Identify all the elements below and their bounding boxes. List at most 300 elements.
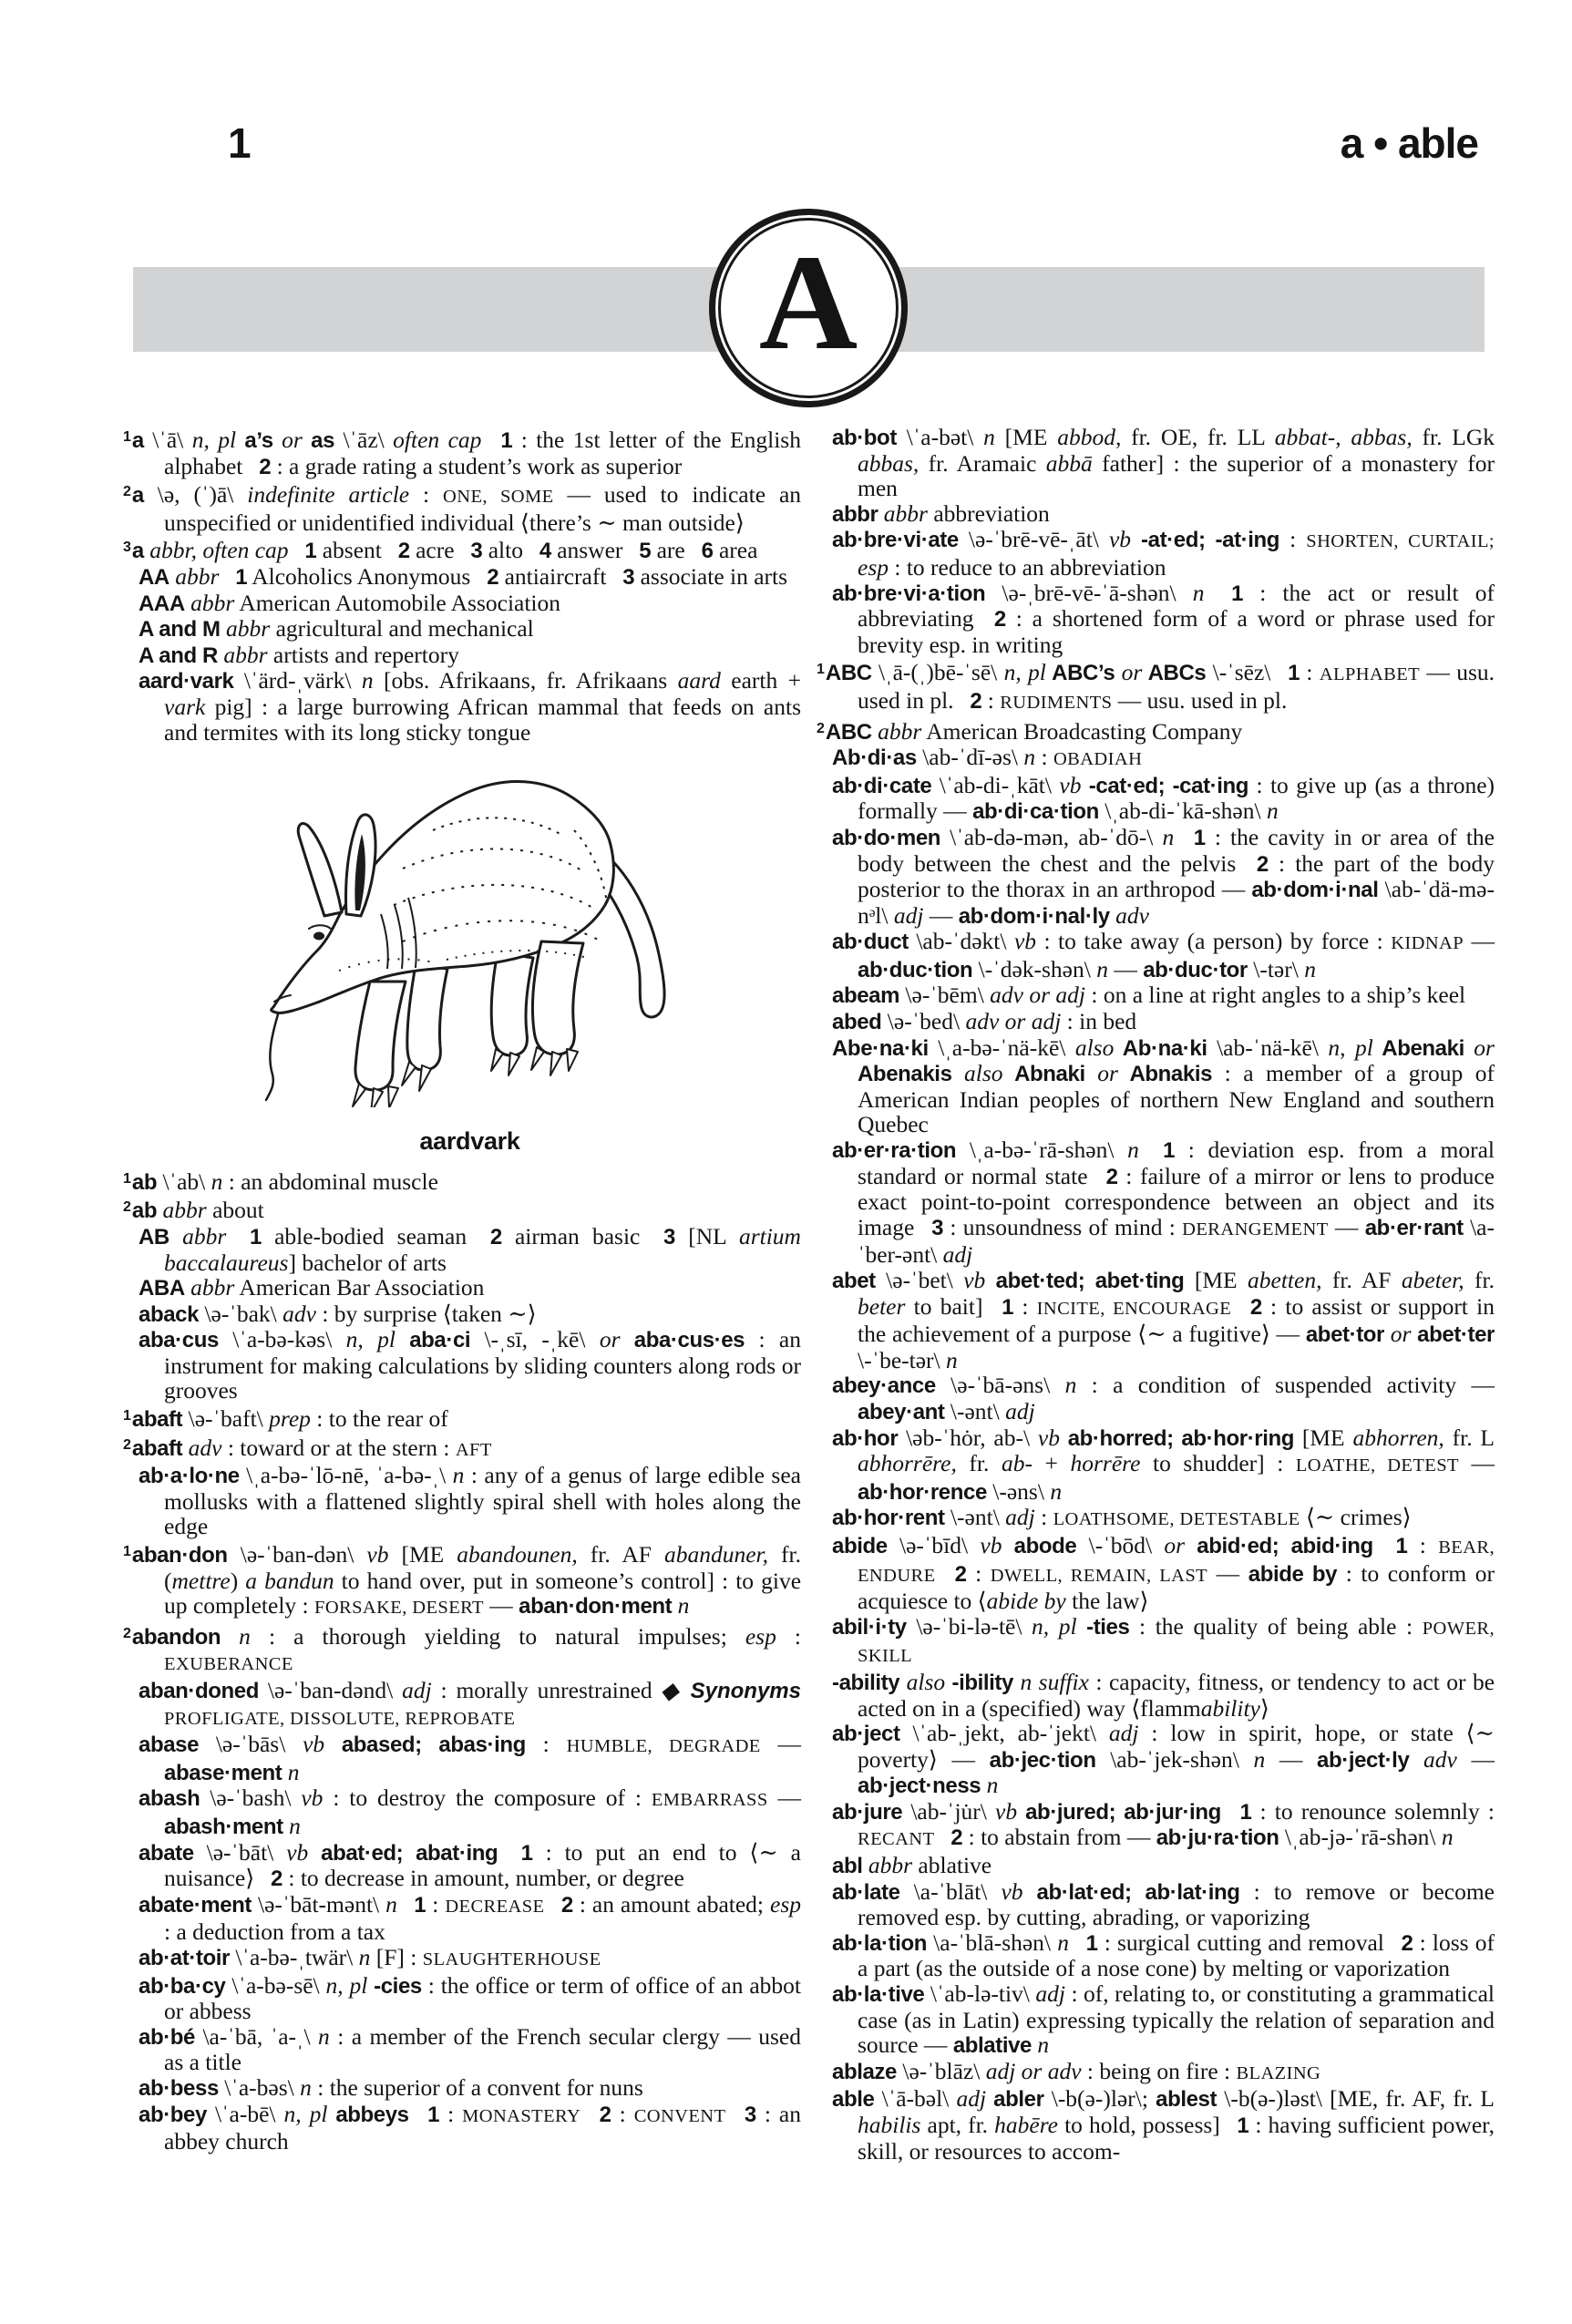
headword-text: Ab·di·as: [832, 746, 917, 771]
headword-text: ab·ject·ly: [1317, 1747, 1410, 1773]
headword-text: ab·hor·rence: [858, 1479, 987, 1505]
text-run: Alcoholics Anonymous: [247, 562, 471, 590]
headword-text: ab·duc·tion: [858, 957, 973, 982]
headword-text: abate·ment: [139, 1892, 252, 1918]
dictionary-entry: [123, 1195, 801, 1224]
text-run: \-ˌsī, -ˌkē\: [470, 1326, 600, 1353]
text-run: fr.: [1464, 1267, 1495, 1293]
text-run: \-b(ə-)ləst\ [ME, fr. AF, fr. L: [1217, 2085, 1495, 2113]
headword-text: abet·tor: [1305, 1322, 1384, 1348]
text-run: absent: [316, 537, 382, 564]
headword-text: as: [302, 428, 335, 453]
text-run: :: [409, 481, 444, 509]
headword-text: 1: [1220, 1799, 1252, 1825]
headword-text: 2: [1236, 851, 1269, 877]
dictionary-entry: [139, 1327, 801, 1404]
text-run: BEAR, ENDURE: [858, 1537, 1495, 1586]
text-run: \ˌa-bə-ˈlō-nē, ˈa-bə-ˌ\: [239, 1462, 453, 1489]
text-run: \ˈa-bə-sē\: [225, 1971, 326, 1999]
headword-text: abil·i·ty: [832, 1614, 907, 1640]
headword-text: abode: [1002, 1533, 1077, 1558]
headword-text: -ties: [1076, 1614, 1130, 1640]
headword-text: ab·bey: [139, 2102, 207, 2127]
headword-text: 1: [408, 2102, 440, 2127]
text-run: abbr: [217, 641, 268, 668]
text-run: : to abstain from —: [962, 1824, 1156, 1851]
dictionary-entry: [123, 1433, 801, 1464]
headword-text: 2: [581, 2102, 611, 2127]
aardvark-far-front-leg: [406, 965, 447, 1070]
text-run: abbr: [220, 615, 271, 643]
headword-text: 1: [1174, 825, 1206, 850]
headword-text: 1: [1204, 581, 1244, 606]
medallion-inner-ring: [718, 218, 899, 398]
text-run: \əb-ˈhȯr, ab-\: [898, 1424, 1038, 1451]
headword-text: abl: [832, 1854, 863, 1879]
left-column: [123, 425, 802, 2155]
text-run: CONVENT: [633, 2105, 726, 2126]
text-run: prep: [269, 1405, 311, 1433]
text-run: father] : the superior of a monastery for men: [858, 449, 1495, 502]
text-run: also: [951, 1060, 1003, 1087]
headword-text: 3: [914, 1215, 944, 1240]
headword-text: 2: [1383, 1930, 1413, 1956]
text-run: : to reduce to an abbreviation: [889, 553, 1166, 581]
dictionary-entry: [139, 2075, 801, 2102]
headword-text: 3: [640, 1224, 675, 1249]
text-run: adj: [956, 2085, 987, 2113]
text-run: vb: [963, 1267, 986, 1293]
text-run: adj: [1005, 1397, 1035, 1424]
text-run: : failure of a mirror or lens to produce exact point-to-point correspondence between an object and its image: [858, 1162, 1495, 1240]
text-run: pig] : a large burrowing African mammal that feeds on ants and termites with its long sticky tongue: [164, 693, 801, 746]
text-run: : a thorough yielding to natural impulses;: [250, 1622, 745, 1650]
dictionary-entry: [832, 1853, 1495, 1879]
dictionary-entry: [817, 657, 1495, 715]
text-run: \-ˈsēz\: [1206, 659, 1271, 686]
text-run: abbr: [862, 1852, 913, 1879]
headword-text: 1: [288, 539, 317, 564]
text-run: \ə-ˈbāt-mənt\: [252, 1890, 386, 1918]
headword-text: abandon: [131, 1624, 221, 1650]
text-run: INCITE, ENCOURAGE: [1036, 1298, 1232, 1319]
text-run: \ab-ˈdəkt\: [908, 928, 1014, 955]
text-run: \ˈab\: [157, 1167, 211, 1195]
text-run: adv or adj: [990, 982, 1085, 1009]
text-run: :: [439, 2100, 463, 2127]
text-run: n: [282, 1758, 300, 1785]
text-run: \ˈa-bəs\: [218, 2073, 301, 2101]
text-run: ALPHABET: [1319, 664, 1421, 685]
text-run: n: [300, 2073, 312, 2101]
text-run: —: [1464, 928, 1495, 955]
headword-text: ab·duc·tor: [1143, 957, 1248, 982]
text-run: abbr: [184, 589, 235, 616]
text-run: fr. Aramaic: [919, 449, 1046, 477]
text-run: \ə-ˈbak\: [199, 1300, 283, 1327]
headword-text: 1: [1219, 2113, 1249, 2138]
text-run: n: [1162, 823, 1175, 850]
text-run: ): [230, 1567, 246, 1594]
text-run: esp: [770, 1890, 801, 1918]
headword-text: ab·dom·i·nal·ly: [958, 903, 1110, 929]
text-run: : a member of the French secular clergy — used as a title: [164, 2022, 801, 2076]
text-run: : a condition of suspended activity —: [1076, 1372, 1495, 1399]
headword-text: ab·jure: [832, 1799, 903, 1825]
text-run: \a-ˈber-ənt\: [858, 1213, 1495, 1269]
aardvark-illustration: [264, 777, 676, 1107]
text-run: : to put an end to ⟨∼ a nuisance⟩: [164, 1838, 802, 1892]
text-run: \ə-ˈbed\: [881, 1008, 966, 1035]
headword-text: -cat·ed; -cat·ing: [1081, 773, 1249, 798]
text-run: artium baccalaureus: [164, 1222, 801, 1276]
text-run: \ˈa-bə-ˌtwär\: [230, 1943, 359, 1970]
headword-text: ABA: [139, 1276, 185, 1301]
text-run: area: [713, 537, 758, 564]
headword-text: abeam: [832, 983, 900, 1009]
text-run: n: [283, 1812, 301, 1839]
text-run: n: [358, 1943, 371, 1970]
text-run: 1: [123, 1544, 131, 1560]
headword-text: 3: [606, 564, 635, 590]
headword-text: ab·dom·i·nal: [1251, 878, 1379, 903]
text-run: adj or adv: [985, 2057, 1082, 2084]
text-run: n: [1253, 1745, 1266, 1773]
text-run: : surgical cutting and removal: [1097, 1928, 1384, 1956]
text-run: \ə-ˌbrē-vē-ˈā-shən\: [985, 579, 1193, 606]
dictionary-entry: [123, 1404, 801, 1433]
text-run: : of, relating to, or constituting a grammatical case (as in Latin) expressing typically the relation of separation and source —: [858, 1980, 1495, 2059]
headword-text: ab·er·ra·tion: [832, 1138, 957, 1164]
text-run: answer: [550, 537, 623, 564]
headword-text: aba·ci: [395, 1328, 471, 1353]
headword-text: -ibility: [945, 1670, 1013, 1695]
text-run: adv: [1109, 901, 1149, 929]
text-run: 1: [817, 662, 825, 678]
text-run: — used to indicate an unspecified or unidentified individual ⟨there’s ∼ man outside⟩: [164, 481, 802, 536]
text-run: n, pl: [345, 1326, 396, 1353]
text-run: LOATHE, DETEST: [1295, 1455, 1459, 1476]
section-letter-medallion: [709, 209, 908, 407]
headword-text: ab: [131, 1198, 158, 1224]
headword-text: abey·ant: [858, 1399, 945, 1424]
text-run: —: [923, 901, 959, 929]
headword-text: 1: [396, 1892, 426, 1918]
text-run: n: [361, 667, 374, 694]
text-run: ablative: [912, 1852, 992, 1879]
headword-text: abbr: [832, 501, 878, 527]
headword-text: 3: [454, 539, 483, 564]
text-run: 2: [123, 484, 131, 500]
headword-text: aban·don·ment: [519, 1594, 673, 1620]
headword-text: abey·ance: [832, 1373, 936, 1399]
text-run: : the superior of a convent for nuns: [311, 2073, 643, 2101]
text-run: —: [1207, 1559, 1248, 1587]
text-run: horrēre: [1070, 1450, 1141, 1477]
text-run: \-ˈdək-shən\: [972, 955, 1097, 982]
headword-text: ab·at·toir: [139, 1945, 230, 1970]
text-run: :: [426, 1890, 446, 1918]
text-run: DECREASE: [445, 1896, 545, 1917]
headword-text: ablative: [952, 2033, 1032, 2059]
headword-text: 1: [1068, 1930, 1098, 1956]
text-run: vb: [303, 1731, 325, 1758]
text-run: \ˈa-bə-kəs\: [218, 1326, 346, 1353]
text-run: apt, fr.: [920, 2112, 995, 2138]
text-run: 1: [123, 1170, 131, 1187]
text-run: vb: [286, 1838, 309, 1866]
text-run: agricultural and mechanical: [270, 615, 534, 643]
dictionary-entry: [832, 745, 1495, 773]
headword-text: ab·ju·ra·tion: [1156, 1825, 1279, 1851]
text-run: BLAZING: [1236, 2062, 1321, 2083]
text-run: abbat-, abbas,: [1274, 424, 1413, 450]
text-run: fr. L: [1444, 1424, 1495, 1451]
text-run: ability: [1200, 1694, 1260, 1722]
headword-text: Abenakis: [858, 1062, 952, 1087]
text-run: airman basic: [501, 1222, 641, 1249]
text-run: : unsoundness of mind :: [943, 1213, 1183, 1240]
text-run: abbr: [878, 499, 928, 527]
text-run: a bandun: [245, 1567, 334, 1594]
text-run: fr. AF: [1321, 1267, 1402, 1293]
headword-text: Ab·na·ki: [1114, 1035, 1207, 1061]
headword-text: aban·doned: [139, 1679, 259, 1703]
text-run: ONE, SOME: [443, 487, 554, 508]
text-run: \ˈärd-ˌvärk\: [233, 667, 362, 694]
headword-text: a’s: [236, 428, 273, 453]
text-run: \ˈab-di-ˌkāt\: [931, 771, 1060, 798]
dictionary-entry: [123, 1167, 801, 1196]
text-run: fr. OE, fr. LL: [1121, 424, 1275, 450]
text-run: —: [1265, 1745, 1318, 1773]
headword-text: ab·ject·ness: [858, 1774, 981, 1799]
text-run: to bait]: [905, 1292, 983, 1320]
text-run: or: [1464, 1033, 1495, 1061]
headword-text: aard·vark: [139, 669, 234, 694]
text-run: fr. AF: [577, 1541, 664, 1568]
text-run: habēre: [994, 2112, 1059, 2138]
text-run: n, pl: [1032, 1612, 1077, 1640]
text-run: [F] :: [370, 1943, 423, 1970]
headword-text: ab·bess: [139, 2075, 219, 2101]
text-run: able-bodied seaman: [261, 1222, 467, 1249]
dictionary-entry: [832, 2059, 1495, 2087]
dictionary-entry: [832, 581, 1495, 658]
text-run: n: [1023, 744, 1036, 771]
text-run: PROFLIGATE, DISSOLUTE, REPROBATE: [164, 1708, 516, 1729]
text-run: abbr: [157, 1197, 207, 1224]
text-run: [obs. Afrikaans, fr. Afrikaans: [373, 667, 678, 694]
headword-text: ab·lat·ed; ab·lat·ing: [1022, 1879, 1240, 1905]
text-run: abbr: [871, 717, 922, 745]
text-run: abandounen,: [457, 1541, 578, 1568]
text-run: EMBARRASS: [651, 1790, 768, 1811]
text-run: —: [1458, 1450, 1495, 1477]
headword-text: 4: [522, 539, 551, 564]
headword-text: -cies: [367, 1973, 422, 1999]
text-run: \ˈab-də-mən, ab-ˈdō-\: [940, 823, 1163, 850]
text-run: also: [1074, 1033, 1115, 1061]
text-run: n: [1127, 1136, 1139, 1164]
text-run: KIDNAP: [1391, 933, 1464, 954]
dictionary-entry: [832, 1614, 1495, 1670]
text-run: n: [945, 1346, 958, 1373]
dictionary-entry: [139, 2024, 801, 2075]
dictionary-entry: [832, 1137, 1495, 1268]
text-run: \ˈab-lə-tiv\: [924, 1980, 1036, 2008]
dictionary-entry: [139, 1785, 801, 1839]
text-run: — usu. used in pl.: [858, 659, 1495, 714]
text-run: \ˈab-ˌjekt, ab-ˈjekt\: [899, 1720, 1109, 1747]
text-run: antiaircraft: [498, 562, 607, 590]
text-run: n, pl: [1003, 659, 1046, 686]
headword-text: 1: [982, 1294, 1014, 1320]
text-run: : to conform or acquiesce to ⟨: [858, 1559, 1495, 1615]
right-column: [817, 424, 1495, 2165]
dictionary-entry: [123, 425, 801, 479]
text-run: : the cavity in or area of the body between the chest and the pelvis: [858, 823, 1495, 877]
text-run: \ab-ˈju̇r\: [902, 1797, 996, 1825]
headword-text: AAA: [139, 591, 185, 616]
headword-text: 5: [622, 539, 652, 564]
aardvark-far-hind-leg: [491, 952, 533, 1055]
text-run: or: [1115, 659, 1143, 686]
text-run: DWELL, REMAIN, LAST: [990, 1565, 1208, 1586]
text-run: POWER, SKILL: [858, 1618, 1495, 1667]
headword-text: abased; abas·ing: [324, 1733, 526, 1758]
text-run: :: [1035, 744, 1053, 771]
text-run: \ə-ˈban-dənd\: [259, 1677, 403, 1703]
headword-text: 1: [1372, 1533, 1408, 1558]
text-run: n: [385, 1890, 397, 1918]
headword-text: abbeys: [327, 2102, 409, 2127]
dictionary-entry: [832, 1268, 1495, 1373]
text-run: n: [1266, 797, 1279, 825]
dictionary-entry: [832, 1981, 1495, 2059]
text-run: HUMBLE, DEGRADE: [566, 1736, 761, 1757]
text-run: 2: [123, 1199, 131, 1216]
text-run: vb: [1013, 928, 1037, 955]
headword-text: 2: [1087, 1164, 1118, 1189]
text-run: \ə-ˈbash\: [200, 1784, 302, 1812]
text-run: vb: [980, 1531, 1002, 1558]
text-run: : toward or at the stern :: [221, 1434, 456, 1461]
headword-text: a: [131, 428, 144, 453]
text-run: to hand over, put in someone’s control] : to give up completely :: [164, 1567, 802, 1620]
headword-text: 1: [1270, 661, 1300, 686]
text-run: \-b(ə-)lər\;: [1043, 2085, 1156, 2113]
text-run: n, pl: [325, 1971, 368, 1999]
text-run: habilis: [858, 2112, 921, 2138]
text-run: abide by: [986, 1588, 1066, 1615]
dictionary-entry: [832, 1373, 1495, 1424]
text-run: :: [1300, 659, 1320, 686]
text-run: abbr: [169, 1222, 227, 1249]
text-run: RUDIMENTS: [1000, 692, 1113, 713]
headword-text: ablest: [1156, 2087, 1218, 2113]
text-run: : to renounce solemnly :: [1251, 1797, 1495, 1825]
text-run: n: [983, 424, 995, 450]
text-run: : by surprise ⟨taken ∼⟩: [315, 1300, 537, 1327]
text-run: DERANGEMENT: [1182, 1219, 1329, 1239]
text-run: abbr: [184, 1274, 235, 1301]
text-run: \-ənt\: [944, 1397, 1006, 1424]
text-run: [ME: [388, 1541, 457, 1568]
text-run: \ˈā\: [143, 427, 192, 453]
headword-text: 6: [684, 539, 714, 564]
text-run: \ə, (ˈ)ā\: [143, 481, 248, 509]
text-run: [NL: [675, 1222, 739, 1249]
text-run: : having sufficient power, skill, or resources to accom-: [858, 2112, 1495, 2165]
dictionary-entry: [139, 1224, 801, 1275]
text-run: [ME: [1184, 1267, 1248, 1293]
text-run: n, pl: [1328, 1033, 1373, 1061]
headword-text: 2: [953, 688, 982, 714]
headword-text: Abnaki: [1002, 1062, 1085, 1087]
dictionary-entry: [139, 591, 801, 617]
text-run: the law⟩: [1065, 1588, 1149, 1615]
text-run: AFT: [455, 1439, 492, 1460]
text-run: :: [966, 1559, 991, 1587]
text-run: \ˌa-bə-ˈrā-shən\: [956, 1136, 1128, 1164]
text-run: : loss of a part (as the outside of a nose cone) by melting or vaporization: [858, 1928, 1495, 1982]
headword-text: abide: [832, 1533, 888, 1558]
text-run: : to take away (a person) by force :: [1036, 928, 1392, 955]
headword-text: ab·bre·vi·ate: [832, 528, 959, 553]
dictionary-entry: [123, 1621, 801, 1678]
dictionary-entry: [832, 425, 1495, 501]
headword-text: ABC: [825, 661, 872, 686]
text-run: : a member of a group of American Indian peoples of northern New England and southern Quebec: [858, 1060, 1495, 1138]
dictionary-entry: [832, 1799, 1495, 1853]
dictionary-entry: [832, 1670, 1495, 1721]
headword-text: 1: [226, 1224, 262, 1249]
text-run: abbod,: [1057, 424, 1122, 450]
dictionary-entry: [139, 1732, 801, 1785]
dictionary-entry: [139, 1840, 801, 1892]
text-run: SHORTEN, CURTAIL;: [1306, 531, 1495, 552]
text-run: adj: [942, 1241, 973, 1269]
headword-text: ab·hor·rent: [832, 1506, 945, 1531]
text-run: : the quality of being able :: [1129, 1612, 1423, 1640]
text-run: n suffix: [1012, 1668, 1089, 1695]
dictionary-entry: [832, 501, 1495, 528]
aardvark-near-hind-leg: [532, 941, 583, 1054]
text-run: —: [1456, 1745, 1495, 1773]
dictionary-entry: [139, 668, 801, 745]
dictionary-entry: [832, 1930, 1495, 1981]
text-run: :: [525, 1731, 567, 1758]
dictionary-entry: [139, 564, 801, 591]
dictionary-entry: [123, 1539, 802, 1621]
text-run: ⟩: [1259, 1694, 1269, 1722]
headword-text: ablaze: [832, 2059, 897, 2084]
dictionary-entry: [832, 982, 1495, 1009]
text-run: earth +: [720, 667, 802, 694]
section-letter: A: [758, 227, 858, 378]
text-run: n: [318, 2022, 330, 2050]
text-run: mettre: [171, 1567, 231, 1594]
page-number: 1: [228, 119, 251, 167]
headword-text: abid·ed; abid·ing: [1185, 1533, 1373, 1558]
headword-text: ab·di·ca·tion: [972, 799, 1099, 825]
text-run: OBADIAH: [1053, 749, 1143, 770]
text-run: \ˈa-bē\: [206, 2100, 284, 2127]
headword-text: -at·ed; -at·ing: [1131, 528, 1280, 553]
headword-text: 2: [973, 607, 1006, 632]
headword-text: ab·bé: [139, 2024, 196, 2050]
